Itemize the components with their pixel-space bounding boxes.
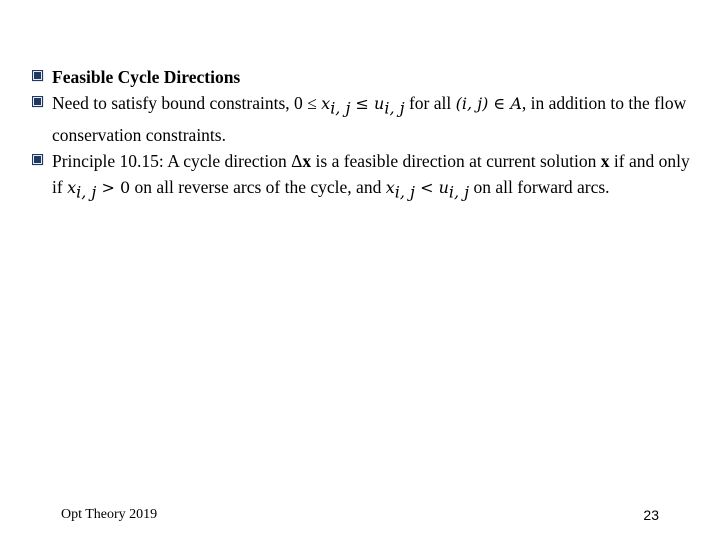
math-var: u (374, 94, 385, 113)
math-subscript: i, j (448, 182, 470, 201)
bullet-text: on all forward arcs. (469, 176, 610, 197)
math-var: u (438, 177, 449, 197)
checkbox-bullet-icon (32, 96, 44, 108)
bullet-text: on all reverse arcs of the cycle, and (130, 176, 386, 197)
math-var: x (67, 177, 77, 197)
bullet-title (32, 64, 700, 90)
math-subscript: i, j (330, 98, 351, 118)
footer-page-number: 23 (643, 507, 659, 523)
bullet-text: for all (404, 93, 456, 113)
checkbox-bullet-icon (32, 70, 44, 82)
bullet-text: Need to satisfy bound constraints, 0 ≤ (52, 93, 322, 113)
math-operator: < (414, 177, 439, 197)
bullet-text: is a feasible direction at current solution (311, 150, 601, 171)
math-subscript: i, j (76, 182, 97, 201)
math-var: x (385, 177, 395, 197)
math-bold-var: x (302, 150, 312, 171)
slide-title: Feasible Cycle Directions (52, 67, 241, 87)
bullet-text: if and only if (52, 150, 690, 197)
bullet-bound-constraints (32, 90, 700, 148)
math-operator: ∈ (488, 94, 511, 113)
bullet-text: , in addition to the flow conservation constraints. (52, 93, 687, 145)
math-subscript: i, j (394, 182, 415, 201)
math-delta: Δ (291, 150, 303, 171)
bullet-principle (32, 148, 700, 206)
math-operator: > 0 (96, 177, 131, 197)
bullet-text: Principle 10.15: A cycle direction (52, 150, 292, 171)
math-var: A (510, 94, 522, 113)
math-var: x (321, 94, 331, 113)
slide-content (32, 64, 700, 205)
footer-course-label: Opt Theory 2019 (61, 507, 158, 522)
math-bold-var: x (600, 150, 610, 171)
math-operator: ≤ (350, 94, 375, 113)
math-subscript: i, j (384, 98, 405, 118)
checkbox-bullet-icon (32, 154, 44, 166)
math-var: (i, j) (455, 94, 489, 113)
